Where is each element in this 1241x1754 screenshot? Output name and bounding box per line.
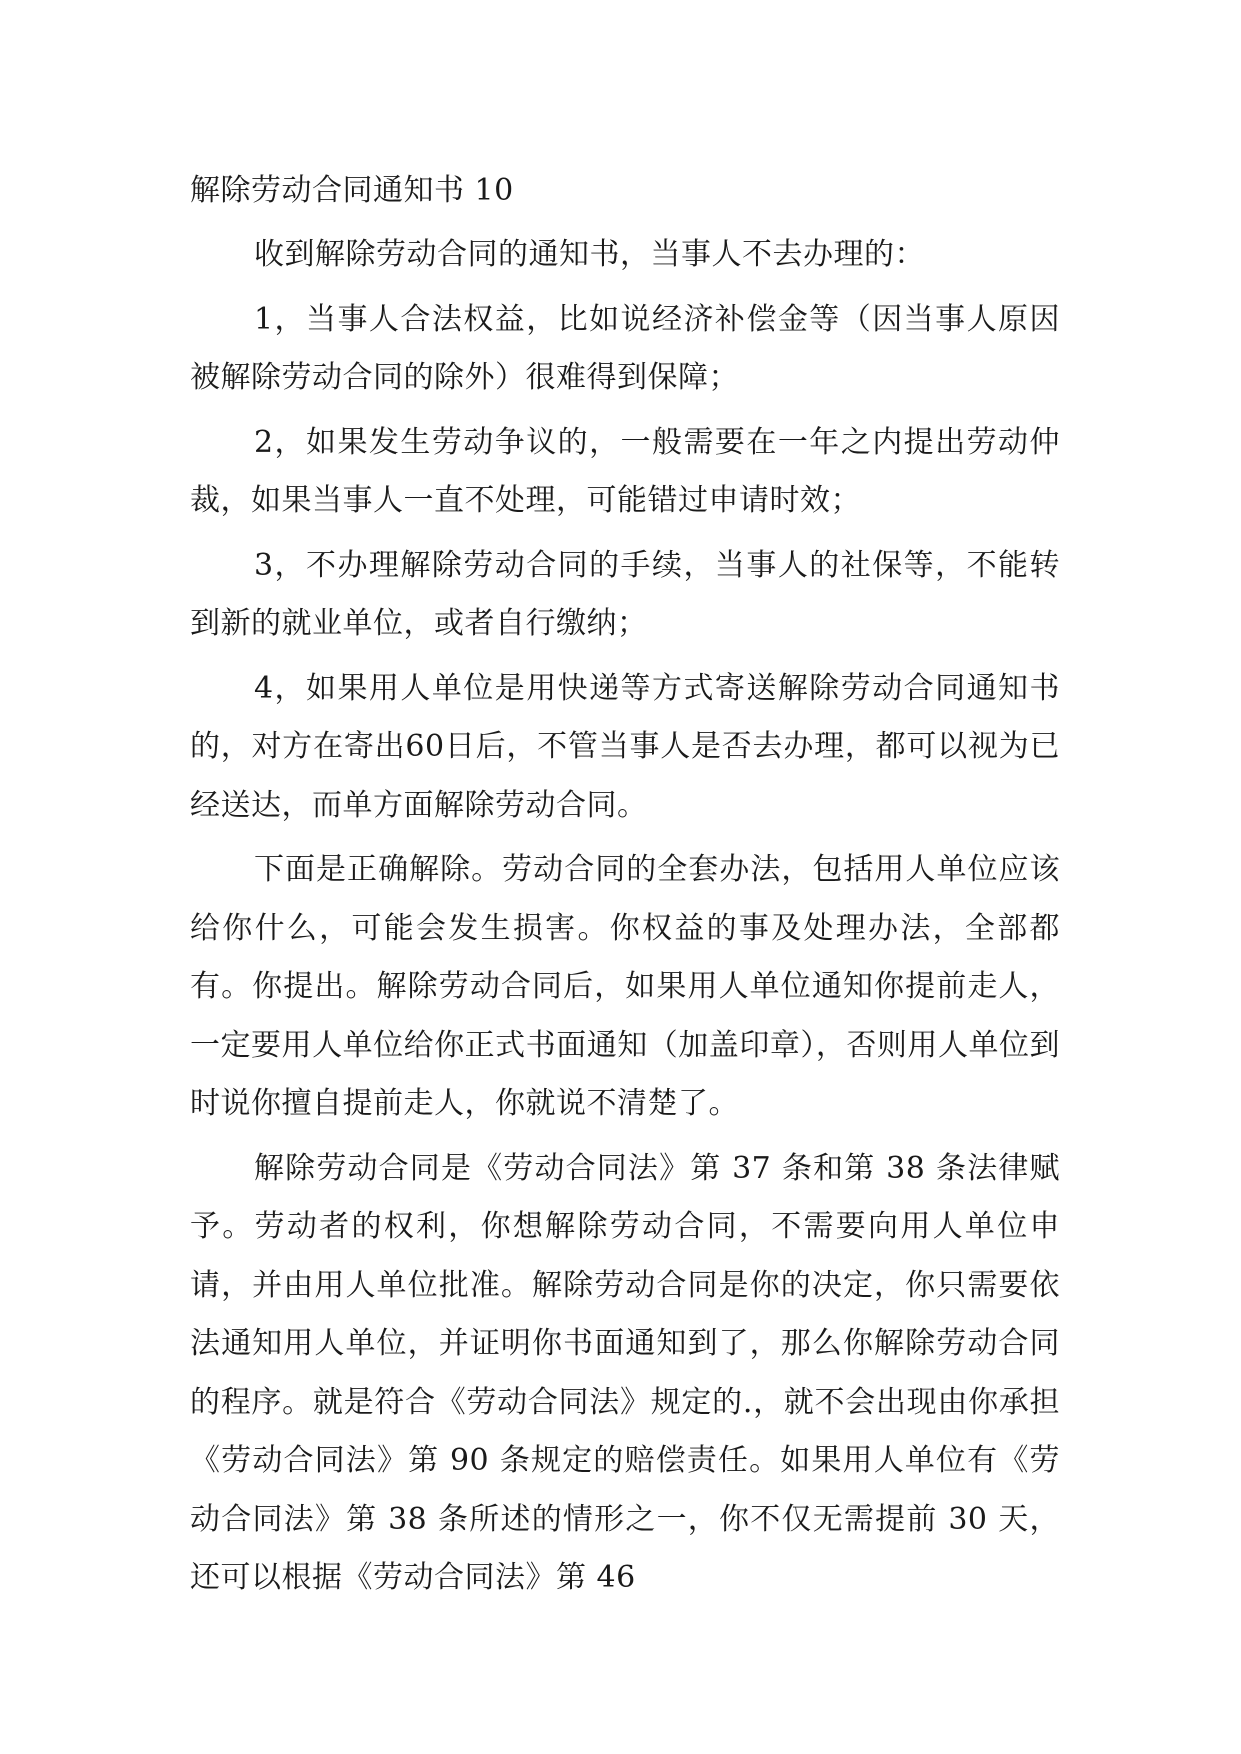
document-body xyxy=(190,162,1060,1608)
paragraph-item-4: 4，如果用人单位是用快递等方式寄送解除劳动合同通知书的，对方在寄出60日后，不管当事人是否去办理，都可以视为已经送达，而单方面解除劳动合同。 xyxy=(190,670,1060,823)
paragraph-item-2: 2，如果发生劳动争议的，一般需要在一年之内提出劳动仲裁，如果当事人一直不处理，可能错过申请时效； xyxy=(190,424,1060,518)
paragraph-intro: 收到解除劳动合同的通知书，当事人不去办理的： xyxy=(254,237,925,272)
paragraph-legal-basis: 解除劳动合同是《劳动合同法》第 37 条和第 38 条法律赋予。劳动者的权利，你想解除劳动合同，不需要向用人单位申请，并由用人单位批准。解除劳动合同是你的决定，你只需要依法通知用人单位，并证明你书面通知到了，那么你解除劳动合同的程序。就是符合《劳动合同法》规定的.，就不会出现由你承担《劳动合同法》第 90 条规定的赔偿责任。如果用人单位有《劳动合同法》第 38 条所述的情形之一，你不仅无需提前 30 天，还可以根据《劳动合同法》第 46 xyxy=(190,1150,1060,1595)
paragraph-item-1: 1，当事人合法权益，比如说经济补偿金等（因当事人原因被解除劳动合同的除外）很难得到保障； xyxy=(190,301,1060,395)
paragraph-item-3: 3，不办理解除劳动合同的手续，当事人的社保等，不能转到新的就业单位，或者自行缴纳； xyxy=(190,547,1060,641)
document-title: 解除劳动合同通知书 10 xyxy=(190,173,514,208)
paragraph-correct-method: 下面是正确解除。劳动合同的全套办法，包括用人单位应该给你什么，可能会发生损害。你权益的事及处理办法，全部都有。你提出。解除劳动合同后，如果用人单位通知你提前走人，一定要用人单位给你正式书面通知（加盖印章），否则用人单位到时说你擅自提前走人，你就说不清楚了。 xyxy=(190,852,1060,1121)
